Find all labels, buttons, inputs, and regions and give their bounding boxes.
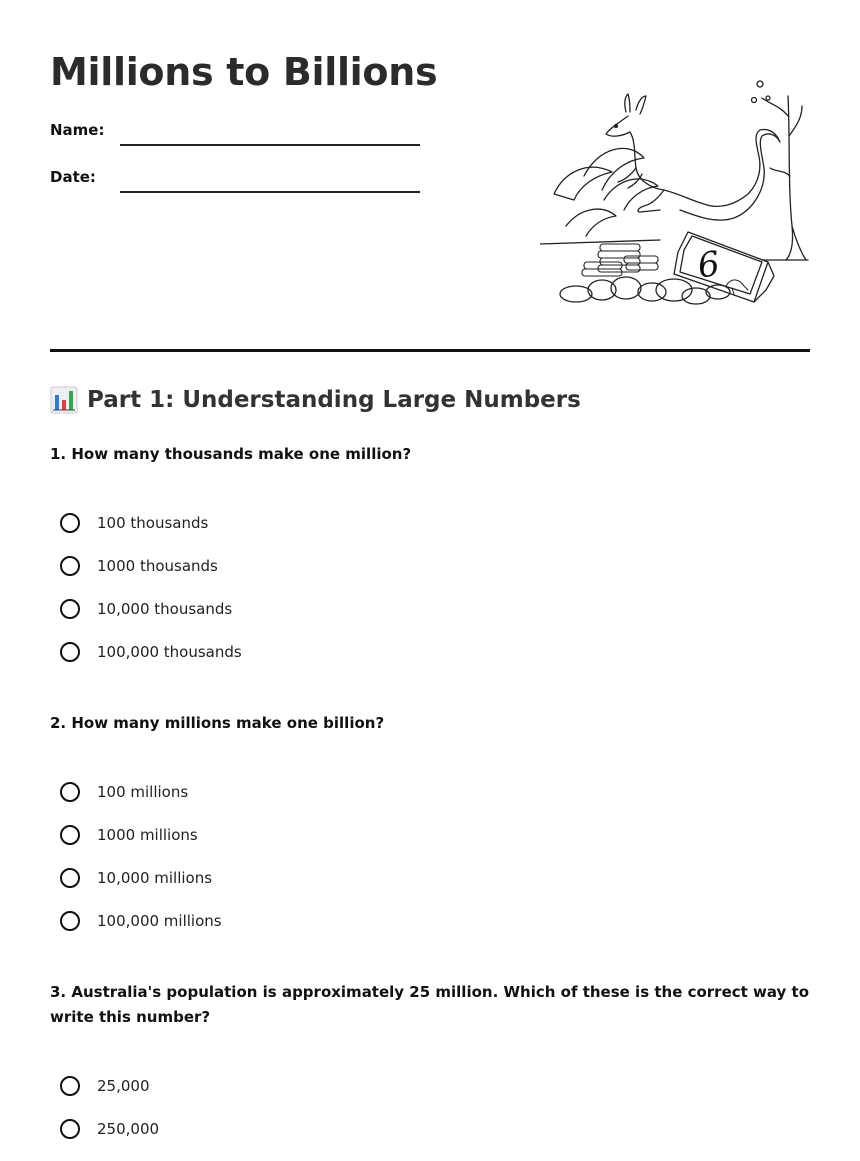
option-label: 100 thousands	[97, 514, 209, 532]
q1-option-d[interactable]	[60, 639, 242, 665]
date-input-line[interactable]	[120, 191, 420, 193]
option-label: 25,000	[97, 1077, 150, 1095]
radio-button[interactable]	[60, 868, 80, 888]
bar-chart-icon	[50, 386, 78, 414]
name-field	[50, 121, 430, 147]
radio-button[interactable]	[60, 1076, 80, 1096]
option-label: 250,000	[97, 1120, 160, 1138]
radio-button[interactable]	[60, 642, 80, 662]
option-label: 100,000 thousands	[97, 643, 242, 661]
radio-button[interactable]	[60, 911, 80, 931]
q1-option-c[interactable]	[60, 596, 232, 622]
q1-option-b[interactable]	[60, 553, 218, 579]
q2-option-c[interactable]	[60, 865, 212, 891]
q2-option-d[interactable]	[60, 908, 222, 934]
radio-button[interactable]	[60, 599, 80, 619]
radio-button[interactable]	[60, 782, 80, 802]
date-field	[50, 168, 430, 194]
option-label: 1000 millions	[97, 826, 198, 844]
option-label: 100 millions	[97, 783, 189, 801]
header-divider	[50, 349, 810, 352]
part1-heading	[50, 386, 581, 414]
option-label: 10,000 thousands	[97, 600, 233, 618]
q2-option-a[interactable]	[60, 779, 188, 805]
radio-button[interactable]	[60, 1119, 80, 1139]
banknote-numeral: 6	[695, 243, 723, 287]
q2-option-b[interactable]	[60, 822, 198, 848]
q3-option-b[interactable]	[60, 1116, 159, 1142]
q1-option-a[interactable]	[60, 510, 208, 536]
name-input-line[interactable]	[120, 144, 420, 146]
kangaroo-opera-house-money-illustration	[540, 76, 810, 310]
radio-button[interactable]	[60, 513, 80, 533]
part1-title: Part 1: Understanding Large Numbers	[87, 387, 581, 413]
option-label: 100,000 millions	[97, 912, 222, 930]
option-label: 1000 thousands	[97, 557, 218, 575]
worksheet-title: Millions to Billions	[50, 50, 438, 94]
question-1-text: 1. How many thousands make one million?	[50, 445, 412, 463]
q3-option-a[interactable]	[60, 1073, 150, 1099]
radio-button[interactable]	[60, 556, 80, 576]
question-2-text: 2. How many millions make one billion?	[50, 714, 385, 732]
name-label: Name:	[50, 121, 105, 139]
radio-button[interactable]	[60, 825, 80, 845]
date-label: Date:	[50, 168, 96, 186]
option-label: 10,000 millions	[97, 869, 213, 887]
question-3-text: 3. Australia's population is approximately 25 million. Which of these is the correct way to write this number?	[50, 983, 810, 1026]
